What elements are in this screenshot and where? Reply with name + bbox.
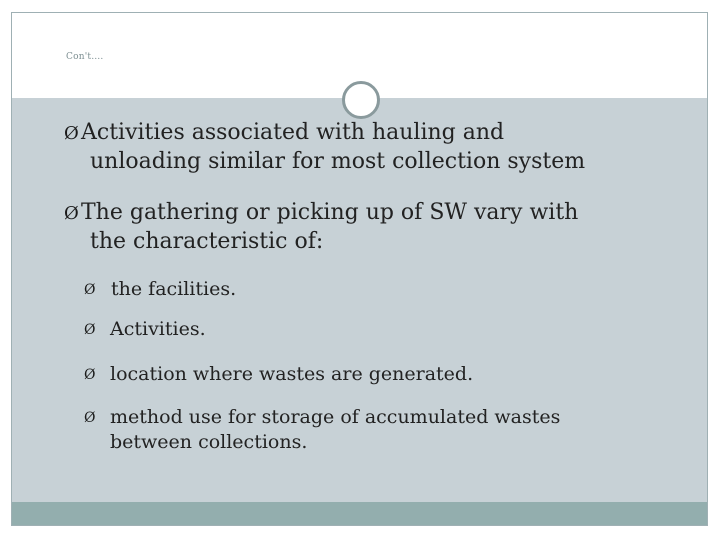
bullet-gathering [64, 198, 684, 258]
sub-bullet-facilities [84, 277, 684, 303]
sub-bullet-text-line1: method use for storage of accumulated wastes [110, 406, 561, 428]
sub-bullet-location [84, 362, 684, 388]
bullet-text-line2: the characteristic of: [90, 229, 324, 254]
bullet-activities [64, 118, 684, 178]
bullet-text-line2: unloading similar for most collection system [90, 149, 586, 174]
arrow-bullet-icon: Ø [64, 123, 79, 144]
sub-bullet-activities [84, 317, 684, 343]
slide-title: Con't…. [66, 52, 104, 62]
arrow-bullet-icon: Ø [84, 322, 96, 338]
footer-bar [12, 502, 707, 525]
sub-bullet-text-line2: between collections. [110, 431, 308, 453]
arrow-bullet-icon: Ø [84, 282, 96, 298]
arrow-bullet-icon: Ø [64, 203, 79, 224]
sub-bullet-text: Activities. [110, 318, 206, 340]
divider-circle-ornament [342, 81, 380, 119]
bullet-text-line1: The gathering or picking up of SW vary with [81, 200, 579, 225]
arrow-bullet-icon: Ø [84, 367, 96, 383]
bullet-text-line1: Activities associated with hauling and [81, 120, 505, 145]
sub-bullet-storage-method [84, 405, 684, 457]
sub-bullet-text: location where wastes are generated. [110, 363, 474, 385]
arrow-bullet-icon: Ø [84, 410, 96, 426]
sub-bullet-text: the facilities. [111, 278, 237, 300]
